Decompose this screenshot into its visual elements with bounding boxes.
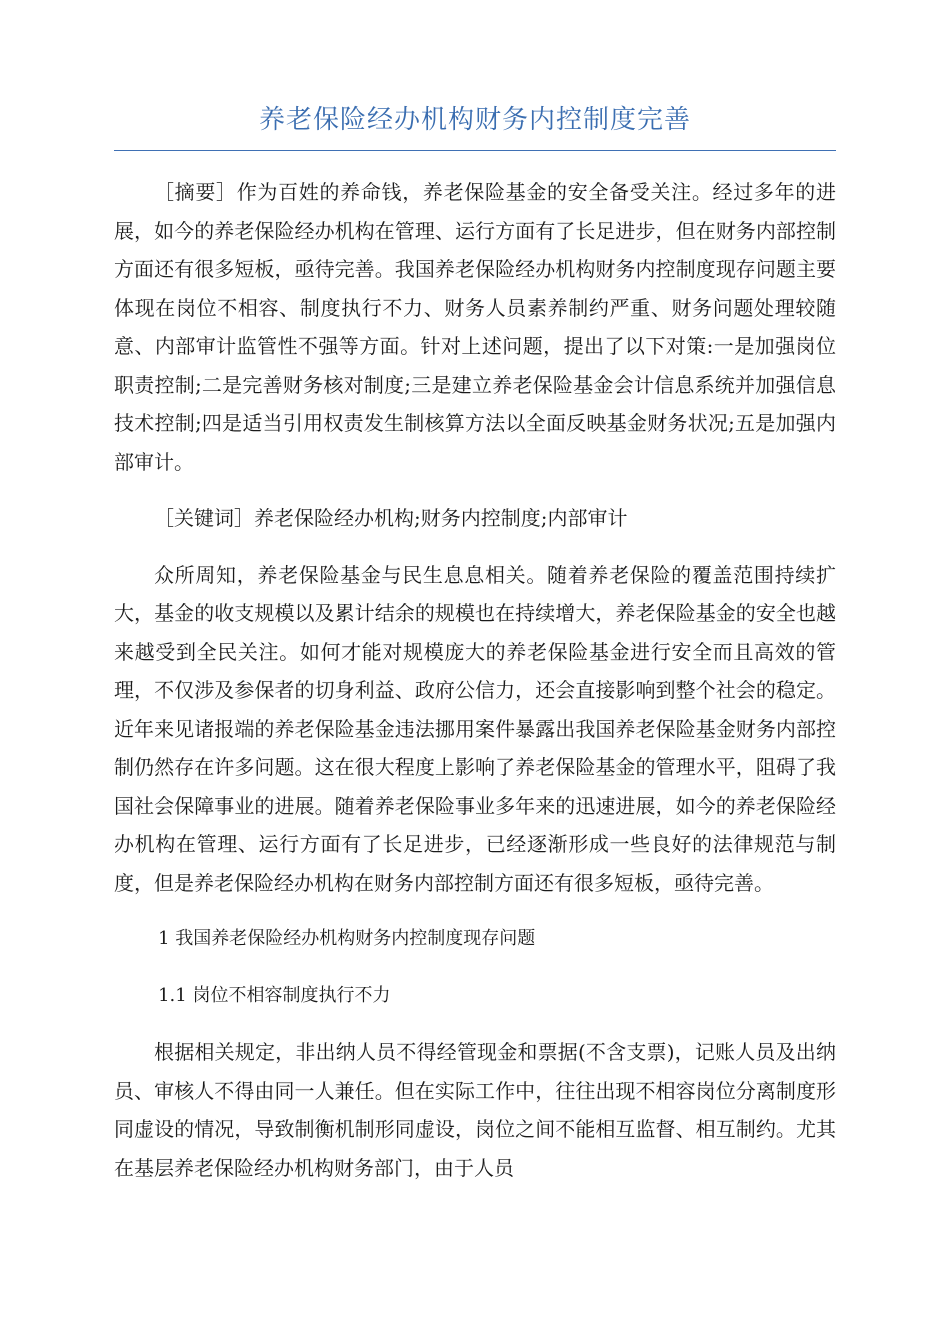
document-page: [114, 100, 836, 1205]
title-underline: [114, 150, 836, 151]
keywords-paragraph: ［关键词］养老保险经办机构;财务内控制度;内部审计: [154, 506, 628, 530]
section-1-heading: 1 我国养老保险经办机构财务内控制度现存问题: [158, 928, 536, 949]
abstract-paragraph: ［摘要］作为百姓的养命钱，养老保险基金的安全备受关注。经过多年的进展，如今的养老保险经办机构在管理、运行方面有了长足进步，但在财务内部控制方面还有很多短板，亟待完善。我国养老保险经办机构财务内控制度现存问题主要体现在岗位不相容、制度执行不力、财务人员素养制约严重、财务问题处理较随意、内部审计监管性不强等方面。针对上述问题，提出了以下对策:一是加强岗位职责控制;二是完善财务核对制度;三是建立养老保险基金会计信息系统并加强信息技术控制;四是适当引用权责发生制核算方法以全面反映基金财务状况;五是加强内部审计。: [114, 180, 836, 474]
intro-paragraph: 众所周知，养老保险基金与民生息息相关。随着养老保险的覆盖范围持续扩大，基金的收支规模以及累计结余的规模也在持续增大，养老保险基金的安全也越来越受到全民关注。如何才能对规模庞大的养老保险基金进行安全而且高效的管理，不仅涉及参保者的切身利益、政府公信力，还会直接影响到整个社会的稳定。近年来见诸报端的养老保险基金违法挪用案件暴露出我国养老保险基金财务内部控制仍然存在许多问题。这在很大程度上影响了养老保险基金的管理水平，阻碍了我国社会保障事业的进展。随着养老保险事业多年来的迅速进展，如今的养老保险经办机构在管理、运行方面有了长足进步，已经逐渐形成一些良好的法律规范与制度，但是养老保险经办机构在财务内部控制方面还有很多短板，亟待完善。: [114, 562, 836, 895]
section-1-1-heading: 1.1 岗位不相容制度执行不力: [158, 984, 391, 1006]
section-1-1-body: 根据相关规定，非出纳人员不得经管现金和票据(不含支票)，记账人员及出纳员、审核人不得由同一人兼任。但在实际工作中，往往出现不相容岗位分离制度形同虚设的情况，导致制衡机制形同虚设，岗位之间不能相互监督、相互制约。尤其在基层养老保险经办机构财务部门，由于人员: [114, 1040, 836, 1180]
document-title: 养老保险经办机构财务内控制度完善: [258, 105, 691, 135]
